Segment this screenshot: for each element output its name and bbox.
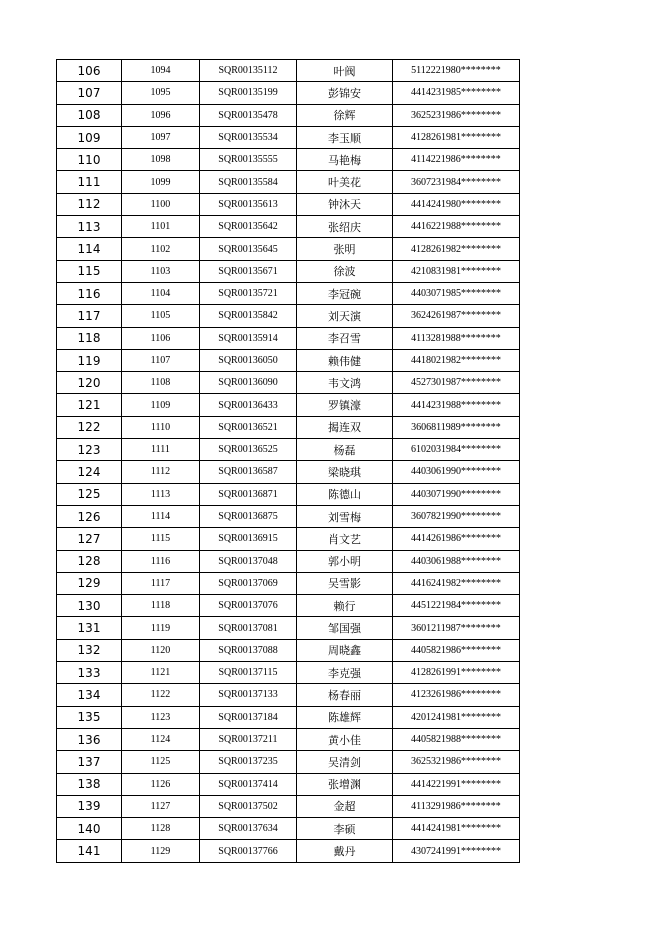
table-row bbox=[57, 193, 520, 215]
table-row bbox=[57, 595, 520, 617]
row-seq-cell: 122 bbox=[57, 416, 122, 438]
application-code-cell: SQR00135613 bbox=[200, 193, 297, 215]
id-number-cell: 4418021982******** bbox=[393, 349, 520, 371]
name-cell: 刘雪梅 bbox=[297, 505, 393, 527]
table-row bbox=[57, 639, 520, 661]
id-number-cell: 3625231986******** bbox=[393, 104, 520, 126]
row-seq-cell: 106 bbox=[57, 60, 122, 82]
name-cell: 赖伟健 bbox=[297, 349, 393, 371]
row-seq-cell: 138 bbox=[57, 773, 122, 795]
table-row bbox=[57, 171, 520, 193]
row-number-cell: 1101 bbox=[122, 216, 200, 238]
name-cell: 徐波 bbox=[297, 260, 393, 282]
id-number-cell: 4210831981******** bbox=[393, 260, 520, 282]
row-number-cell: 1097 bbox=[122, 126, 200, 148]
id-number-cell: 4128261981******** bbox=[393, 126, 520, 148]
row-number-cell: 1125 bbox=[122, 751, 200, 773]
name-cell: 李玉顺 bbox=[297, 126, 393, 148]
id-number-cell: 4114221986******** bbox=[393, 149, 520, 171]
table-row bbox=[57, 483, 520, 505]
application-code-cell: SQR00137081 bbox=[200, 617, 297, 639]
row-number-cell: 1103 bbox=[122, 260, 200, 282]
row-seq-cell: 129 bbox=[57, 572, 122, 594]
table-row bbox=[57, 617, 520, 639]
id-number-cell: 4403061988******** bbox=[393, 550, 520, 572]
id-number-cell: 4201241981******** bbox=[393, 706, 520, 728]
name-cell: 马艳梅 bbox=[297, 149, 393, 171]
application-code-cell: SQR00136915 bbox=[200, 528, 297, 550]
row-seq-cell: 126 bbox=[57, 505, 122, 527]
row-seq-cell: 121 bbox=[57, 394, 122, 416]
row-seq-cell: 108 bbox=[57, 104, 122, 126]
row-seq-cell: 136 bbox=[57, 728, 122, 750]
row-seq-cell: 128 bbox=[57, 550, 122, 572]
row-number-cell: 1116 bbox=[122, 550, 200, 572]
row-seq-cell: 114 bbox=[57, 238, 122, 260]
id-number-cell: 3624261987******** bbox=[393, 305, 520, 327]
row-seq-cell: 135 bbox=[57, 706, 122, 728]
row-seq-cell: 112 bbox=[57, 193, 122, 215]
name-cell: 赖行 bbox=[297, 595, 393, 617]
name-cell: 钟沐天 bbox=[297, 193, 393, 215]
table-row bbox=[57, 216, 520, 238]
row-number-cell: 1106 bbox=[122, 327, 200, 349]
row-number-cell: 1127 bbox=[122, 795, 200, 817]
table-row bbox=[57, 104, 520, 126]
id-number-cell: 3601211987******** bbox=[393, 617, 520, 639]
application-code-cell: SQR00137076 bbox=[200, 595, 297, 617]
table-row bbox=[57, 394, 520, 416]
name-cell: 李硕 bbox=[297, 818, 393, 840]
row-number-cell: 1095 bbox=[122, 82, 200, 104]
row-number-cell: 1120 bbox=[122, 639, 200, 661]
row-seq-cell: 115 bbox=[57, 260, 122, 282]
application-code-cell: SQR00135842 bbox=[200, 305, 297, 327]
id-number-cell: 4527301987******** bbox=[393, 372, 520, 394]
table-row bbox=[57, 505, 520, 527]
row-seq-cell: 116 bbox=[57, 282, 122, 304]
name-cell: 杨春丽 bbox=[297, 684, 393, 706]
application-code-cell: SQR00135112 bbox=[200, 60, 297, 82]
application-code-cell: SQR00135642 bbox=[200, 216, 297, 238]
row-number-cell: 1094 bbox=[122, 60, 200, 82]
name-cell: 邹国强 bbox=[297, 617, 393, 639]
name-cell: 戴丹 bbox=[297, 840, 393, 862]
id-number-cell: 4416241982******** bbox=[393, 572, 520, 594]
application-code-cell: SQR00137502 bbox=[200, 795, 297, 817]
row-seq-cell: 111 bbox=[57, 171, 122, 193]
name-cell: 杨磊 bbox=[297, 439, 393, 461]
row-number-cell: 1118 bbox=[122, 595, 200, 617]
row-number-cell: 1128 bbox=[122, 818, 200, 840]
table-row bbox=[57, 238, 520, 260]
name-cell: 陈德山 bbox=[297, 483, 393, 505]
row-seq-cell: 113 bbox=[57, 216, 122, 238]
name-cell: 李冠碗 bbox=[297, 282, 393, 304]
application-code-cell: SQR00136875 bbox=[200, 505, 297, 527]
row-number-cell: 1129 bbox=[122, 840, 200, 862]
row-number-cell: 1104 bbox=[122, 282, 200, 304]
id-number-cell: 4403071985******** bbox=[393, 282, 520, 304]
name-cell: 刘天演 bbox=[297, 305, 393, 327]
name-cell: 郭小明 bbox=[297, 550, 393, 572]
table-row bbox=[57, 728, 520, 750]
application-code-cell: SQR00136871 bbox=[200, 483, 297, 505]
table-row bbox=[57, 126, 520, 148]
row-seq-cell: 107 bbox=[57, 82, 122, 104]
row-seq-cell: 124 bbox=[57, 461, 122, 483]
table-row bbox=[57, 349, 520, 371]
application-code-cell: SQR00137634 bbox=[200, 818, 297, 840]
name-cell: 肖文艺 bbox=[297, 528, 393, 550]
id-number-cell: 4405821988******** bbox=[393, 728, 520, 750]
id-number-cell: 3606811989******** bbox=[393, 416, 520, 438]
row-seq-cell: 127 bbox=[57, 528, 122, 550]
row-seq-cell: 132 bbox=[57, 639, 122, 661]
row-number-cell: 1099 bbox=[122, 171, 200, 193]
row-number-cell: 1119 bbox=[122, 617, 200, 639]
row-seq-cell: 118 bbox=[57, 327, 122, 349]
id-number-cell: 6102031984******** bbox=[393, 439, 520, 461]
table-row bbox=[57, 840, 520, 862]
row-number-cell: 1096 bbox=[122, 104, 200, 126]
application-code-cell: SQR00135478 bbox=[200, 104, 297, 126]
name-cell: 李克强 bbox=[297, 662, 393, 684]
id-number-cell: 4113291986******** bbox=[393, 795, 520, 817]
id-number-cell: 4416221988******** bbox=[393, 216, 520, 238]
application-code-cell: SQR00137115 bbox=[200, 662, 297, 684]
row-number-cell: 1107 bbox=[122, 349, 200, 371]
row-number-cell: 1102 bbox=[122, 238, 200, 260]
name-cell: 张明 bbox=[297, 238, 393, 260]
application-code-cell: SQR00135721 bbox=[200, 282, 297, 304]
table-row bbox=[57, 550, 520, 572]
table-row bbox=[57, 260, 520, 282]
row-number-cell: 1115 bbox=[122, 528, 200, 550]
table-row bbox=[57, 439, 520, 461]
application-code-cell: SQR00137766 bbox=[200, 840, 297, 862]
name-cell: 金超 bbox=[297, 795, 393, 817]
row-number-cell: 1112 bbox=[122, 461, 200, 483]
row-number-cell: 1113 bbox=[122, 483, 200, 505]
id-number-cell: 3607821990******** bbox=[393, 505, 520, 527]
application-code-cell: SQR00135914 bbox=[200, 327, 297, 349]
table-row bbox=[57, 416, 520, 438]
id-number-cell: 4123261986******** bbox=[393, 684, 520, 706]
application-code-cell: SQR00135534 bbox=[200, 126, 297, 148]
name-cell: 黄小佳 bbox=[297, 728, 393, 750]
id-number-cell: 3625321986******** bbox=[393, 751, 520, 773]
row-seq-cell: 137 bbox=[57, 751, 122, 773]
table-row bbox=[57, 795, 520, 817]
id-number-cell: 4414261986******** bbox=[393, 528, 520, 550]
row-seq-cell: 117 bbox=[57, 305, 122, 327]
name-cell: 张绍庆 bbox=[297, 216, 393, 238]
table-row bbox=[57, 461, 520, 483]
name-cell: 彭锦安 bbox=[297, 82, 393, 104]
table-row bbox=[57, 372, 520, 394]
application-code-cell: SQR00137048 bbox=[200, 550, 297, 572]
table-row bbox=[57, 572, 520, 594]
id-number-cell: 4414241980******** bbox=[393, 193, 520, 215]
name-cell: 吴清剑 bbox=[297, 751, 393, 773]
name-cell: 韦文鸿 bbox=[297, 372, 393, 394]
application-code-cell: SQR00137211 bbox=[200, 728, 297, 750]
name-cell: 陈雄辉 bbox=[297, 706, 393, 728]
table-row bbox=[57, 305, 520, 327]
id-number-cell: 4128261991******** bbox=[393, 662, 520, 684]
row-number-cell: 1105 bbox=[122, 305, 200, 327]
application-code-cell: SQR00136090 bbox=[200, 372, 297, 394]
row-number-cell: 1117 bbox=[122, 572, 200, 594]
id-number-cell: 5112221980******** bbox=[393, 60, 520, 82]
application-code-cell: SQR00137414 bbox=[200, 773, 297, 795]
id-number-cell: 4405821986******** bbox=[393, 639, 520, 661]
application-code-cell: SQR00135584 bbox=[200, 171, 297, 193]
id-number-cell: 4451221984******** bbox=[393, 595, 520, 617]
row-seq-cell: 140 bbox=[57, 818, 122, 840]
id-number-cell: 4403071990******** bbox=[393, 483, 520, 505]
row-seq-cell: 125 bbox=[57, 483, 122, 505]
id-number-cell: 4414241981******** bbox=[393, 818, 520, 840]
name-cell: 李召雪 bbox=[297, 327, 393, 349]
table-row bbox=[57, 528, 520, 550]
row-seq-cell: 123 bbox=[57, 439, 122, 461]
table-row bbox=[57, 82, 520, 104]
id-number-cell: 4307241991******** bbox=[393, 840, 520, 862]
application-code-cell: SQR00137069 bbox=[200, 572, 297, 594]
row-number-cell: 1110 bbox=[122, 416, 200, 438]
table-row bbox=[57, 818, 520, 840]
data-table bbox=[56, 59, 520, 863]
row-number-cell: 1122 bbox=[122, 684, 200, 706]
table-row bbox=[57, 684, 520, 706]
row-number-cell: 1126 bbox=[122, 773, 200, 795]
row-seq-cell: 110 bbox=[57, 149, 122, 171]
row-number-cell: 1098 bbox=[122, 149, 200, 171]
id-number-cell: 4414221991******** bbox=[393, 773, 520, 795]
row-number-cell: 1108 bbox=[122, 372, 200, 394]
id-number-cell: 4414231985******** bbox=[393, 82, 520, 104]
table-row bbox=[57, 662, 520, 684]
row-seq-cell: 130 bbox=[57, 595, 122, 617]
id-number-cell: 4128261982******** bbox=[393, 238, 520, 260]
row-seq-cell: 109 bbox=[57, 126, 122, 148]
table-row bbox=[57, 149, 520, 171]
name-cell: 叶阀 bbox=[297, 60, 393, 82]
application-code-cell: SQR00137184 bbox=[200, 706, 297, 728]
application-code-cell: SQR00136587 bbox=[200, 461, 297, 483]
name-cell: 揭连双 bbox=[297, 416, 393, 438]
name-cell: 张增渊 bbox=[297, 773, 393, 795]
name-cell: 叶美花 bbox=[297, 171, 393, 193]
application-code-cell: SQR00135555 bbox=[200, 149, 297, 171]
application-code-cell: SQR00137235 bbox=[200, 751, 297, 773]
application-code-cell: SQR00136433 bbox=[200, 394, 297, 416]
row-seq-cell: 120 bbox=[57, 372, 122, 394]
id-number-cell: 4113281988******** bbox=[393, 327, 520, 349]
id-number-cell: 4403061990******** bbox=[393, 461, 520, 483]
application-code-cell: SQR00137133 bbox=[200, 684, 297, 706]
table-body bbox=[57, 60, 520, 863]
application-code-cell: SQR00136050 bbox=[200, 349, 297, 371]
table-row bbox=[57, 60, 520, 82]
row-seq-cell: 133 bbox=[57, 662, 122, 684]
row-number-cell: 1111 bbox=[122, 439, 200, 461]
row-seq-cell: 139 bbox=[57, 795, 122, 817]
row-number-cell: 1123 bbox=[122, 706, 200, 728]
name-cell: 徐辉 bbox=[297, 104, 393, 126]
row-number-cell: 1124 bbox=[122, 728, 200, 750]
id-number-cell: 4414231988******** bbox=[393, 394, 520, 416]
row-number-cell: 1121 bbox=[122, 662, 200, 684]
row-seq-cell: 134 bbox=[57, 684, 122, 706]
row-seq-cell: 141 bbox=[57, 840, 122, 862]
row-number-cell: 1100 bbox=[122, 193, 200, 215]
name-cell: 罗镇濠 bbox=[297, 394, 393, 416]
application-code-cell: SQR00136521 bbox=[200, 416, 297, 438]
name-cell: 周晓鑫 bbox=[297, 639, 393, 661]
table-row bbox=[57, 327, 520, 349]
row-number-cell: 1109 bbox=[122, 394, 200, 416]
application-code-cell: SQR00135671 bbox=[200, 260, 297, 282]
table-row bbox=[57, 706, 520, 728]
application-code-cell: SQR00137088 bbox=[200, 639, 297, 661]
row-number-cell: 1114 bbox=[122, 505, 200, 527]
name-cell: 梁晓琪 bbox=[297, 461, 393, 483]
table-row bbox=[57, 751, 520, 773]
name-cell: 吴雪影 bbox=[297, 572, 393, 594]
row-seq-cell: 119 bbox=[57, 349, 122, 371]
row-seq-cell: 131 bbox=[57, 617, 122, 639]
application-code-cell: SQR00135199 bbox=[200, 82, 297, 104]
id-number-cell: 3607231984******** bbox=[393, 171, 520, 193]
application-code-cell: SQR00136525 bbox=[200, 439, 297, 461]
table-row bbox=[57, 773, 520, 795]
application-code-cell: SQR00135645 bbox=[200, 238, 297, 260]
table-row bbox=[57, 282, 520, 304]
